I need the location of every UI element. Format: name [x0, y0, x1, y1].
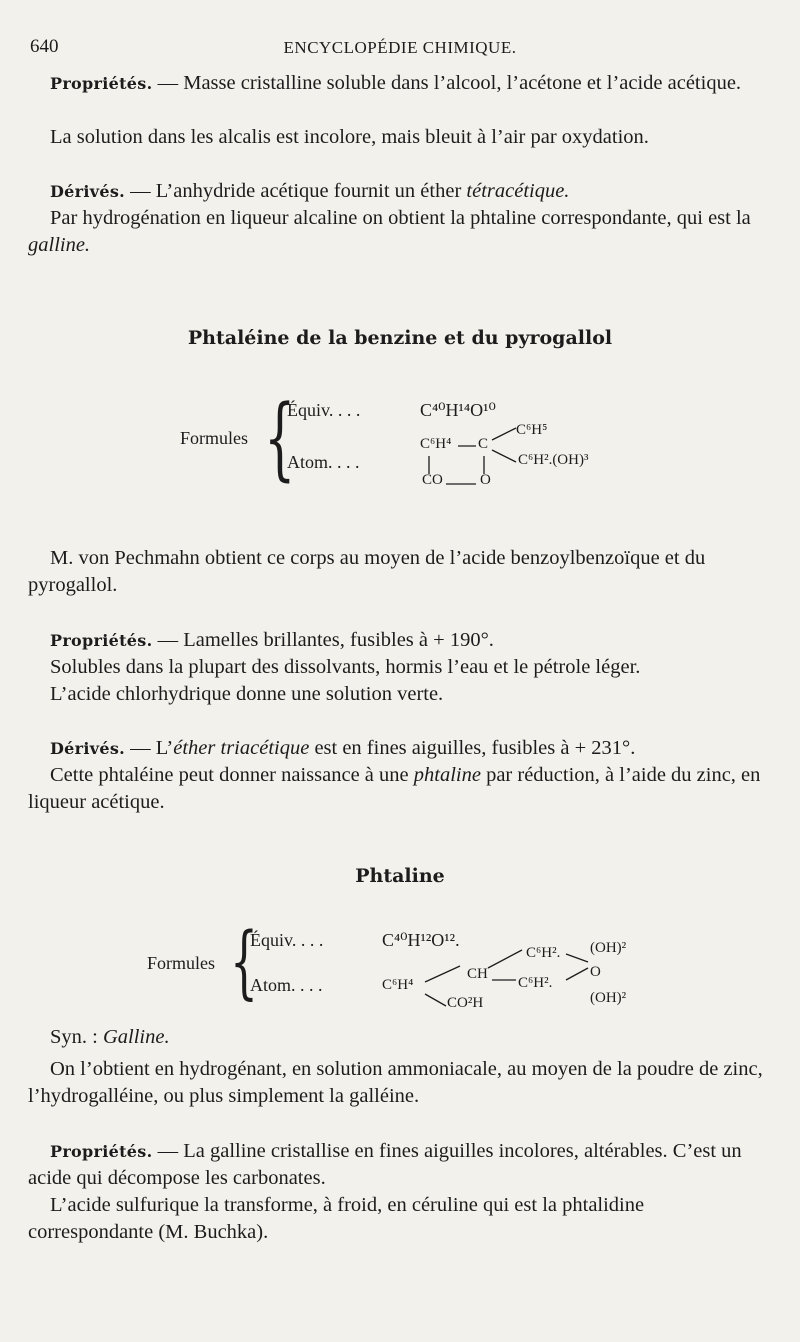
page-number: 640 — [30, 36, 59, 57]
atom-oh-bottom: (OH)² — [590, 990, 627, 1006]
reduction-text-b: par réduction, à l’aide du zinc, en liqueur acétique. — [28, 764, 761, 813]
hcl-text: L’acide chlorhydrique donne une solution verte. — [50, 683, 444, 705]
synonym-line — [50, 1024, 766, 1051]
atom-co2h: CO²H — [447, 995, 484, 1011]
equiv-formula: C⁴⁰H¹⁴O¹⁰ — [420, 400, 496, 420]
derivatives-italic-2: éther triacétique — [173, 737, 310, 759]
reduction-italic: phtaline — [413, 764, 481, 786]
properties-paragraph-3 — [28, 1138, 766, 1192]
hydrogenation-text: Par hydrogénation en liqueur alcaline on obtient la phtaline correspondante, qui est la — [50, 207, 751, 229]
sulfuric-paragraph: L’acide sulfurique la transforme, à froid, en céruline qui est la phtalidine correspondante (M. Buchka). — [28, 1194, 645, 1243]
properties-text-3: — La galline cristallise en fines aiguilles incolores, altérables. C’est un acide qui décompose les carbonates. — [28, 1140, 742, 1189]
section-heading-phtaline: Phtaline — [355, 865, 445, 887]
solubility-text: Solubles dans la plupart des dissolvants, hormis l’eau et le pétrole léger. — [50, 656, 641, 678]
derivatives-italic: tétracétique. — [466, 180, 570, 202]
derivatives-label-2: Dérivés. — [50, 739, 126, 758]
obtention-paragraph: On l’obtient en hydrogénant, en solution ammoniacale, au moyen de la poudre de zinc, l’hydrogalléine, ou plus simplement la galléine. — [28, 1058, 763, 1107]
properties-label-2: Propriétés. — [50, 631, 153, 650]
properties-text: — Masse cristalline soluble dans l’alcool, l’acétone et l’acide acétique. — [157, 72, 742, 94]
atom-c6h2-top: C⁶H². — [526, 945, 561, 961]
atom-c6h4-2: C⁶H⁴ — [382, 977, 414, 993]
brace-icon-2: { — [230, 915, 258, 1008]
derivatives-label: Dérivés. — [50, 182, 126, 201]
formula-label: Formules — [180, 428, 249, 448]
atom-ch: CH — [467, 966, 488, 982]
atom-label-2: Atom. . . . — [250, 975, 323, 995]
alkali-solution-text: La solution dans les alcalis est incolore, mais bleuit à l’air par oxydation. — [50, 126, 649, 148]
properties-label-3: Propriétés. — [50, 1142, 153, 1161]
synonym-label: Syn. : — [50, 1026, 103, 1048]
formula-label-2: Formules — [147, 953, 216, 973]
atom-c6h2-oh3: C⁶H².(OH)³ — [518, 452, 589, 468]
pechmann-paragraph: M. von Pechmahn obtient ce corps au moyen de l’acide benzoylbenzoïque et du pyrogallol. — [28, 547, 706, 596]
atom-label: Atom. . . . — [287, 452, 360, 472]
atom-o: O — [480, 472, 491, 488]
brace-icon: { — [264, 386, 296, 491]
atom-c6h4: C⁶H⁴ — [420, 436, 452, 452]
atom-central-c: C — [478, 436, 489, 452]
properties-text-2: — Lamelles brillantes, fusibles à + 190°. — [157, 629, 494, 651]
equiv-formula-2: C⁴⁰H¹²O¹². — [382, 930, 460, 950]
equiv-label-2: Équiv. . . . — [250, 930, 324, 950]
derivatives-text-2b: est en fines aiguilles, fusibles à + 231°. — [309, 737, 636, 759]
properties-label: Propriétés. — [50, 74, 153, 93]
atom-bridge-o: O — [590, 964, 601, 980]
atom-c6h5: C⁶H⁵ — [516, 422, 548, 438]
atom-oh-top: (OH)² — [590, 940, 627, 956]
running-title: ENCYCLOPÉDIE CHIMIQUE. — [283, 38, 517, 57]
derivatives-text-2a: — L’ — [130, 737, 174, 759]
reduction-text-a: Cette phtaléine peut donner naissance à une — [50, 764, 414, 786]
equiv-label: Équiv. . . . — [287, 400, 361, 420]
atom-co: CO — [422, 472, 443, 488]
synonym-italic: Galline. — [102, 1026, 170, 1048]
atom-c6h2-bottom: C⁶H². — [518, 975, 553, 991]
derivatives-text: — L’anhydride acétique fournit un éther — [130, 180, 467, 202]
hydrogenation-italic: galline. — [28, 234, 91, 256]
section-heading-phtaleine: Phtaléine de la benzine et du pyrogallol — [187, 327, 613, 349]
